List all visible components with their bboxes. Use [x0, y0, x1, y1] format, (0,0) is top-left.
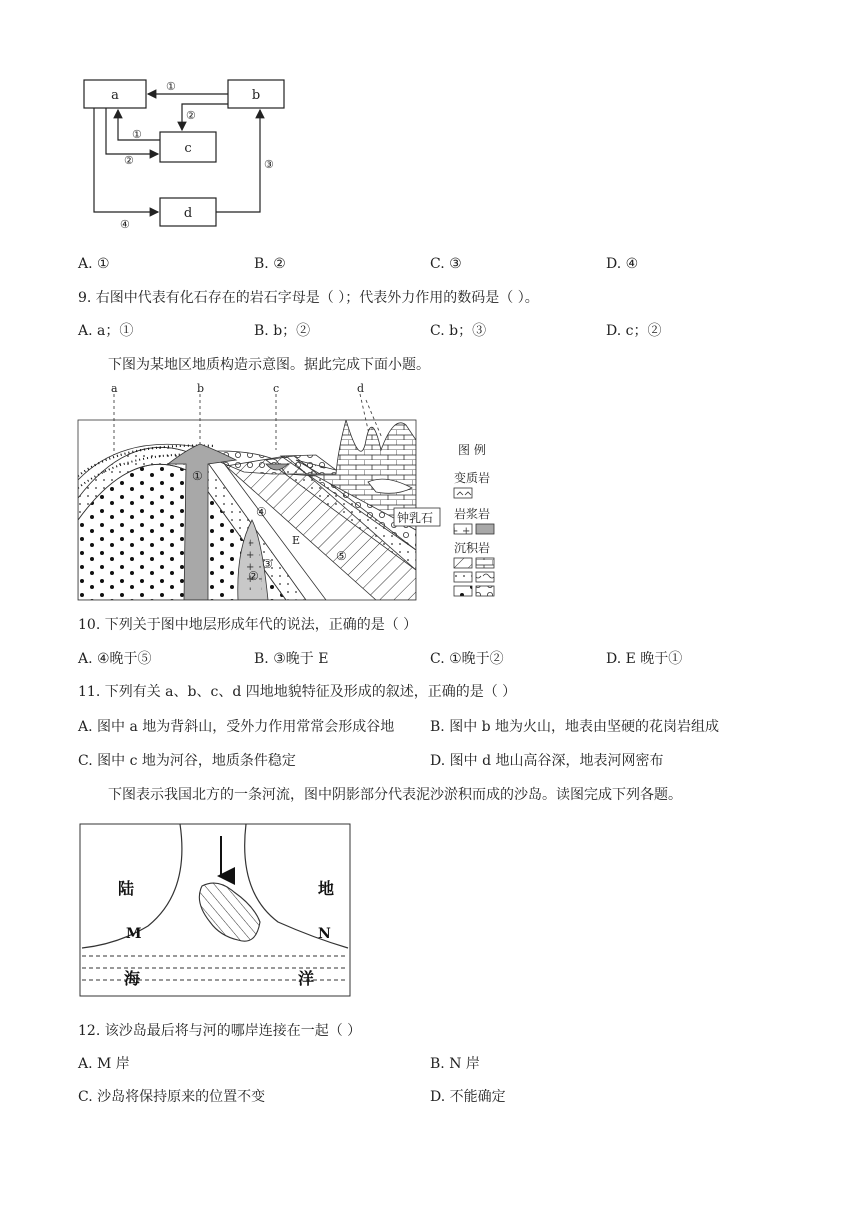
section-label-a: a — [111, 382, 118, 395]
q10-option-d[interactable]: D. E 晚于① — [606, 651, 683, 667]
section-label-c: c — [273, 382, 280, 395]
arrow-label-1: ① — [166, 80, 176, 93]
q9-stem: 9. 右图中代表有化石存在的岩石字母是（ ）；代表外力作用的数码是（ ）。 — [78, 290, 539, 306]
bank-m-label: M — [126, 926, 142, 942]
legend-swatch-shale — [454, 558, 472, 568]
q9-option-a[interactable]: A. a；① — [78, 323, 134, 339]
section-num-3: ③ — [262, 557, 273, 571]
section-num-2: ② — [248, 569, 259, 583]
section-num-4: ④ — [256, 505, 267, 519]
sea-right-label: 洋 — [298, 969, 315, 988]
bank-n-label: N — [318, 926, 331, 942]
box-a-label: a — [111, 88, 119, 103]
q11-option-a[interactable]: A. 图中 a 地为背斜山，受外力作用常常会形成谷地 — [78, 719, 395, 735]
arrow-d-to-b — [216, 110, 260, 212]
q9-option-d[interactable]: D. c；② — [606, 323, 662, 339]
legend-swatch-sandstone — [454, 572, 472, 582]
section-num-5: ⑤ — [336, 549, 347, 563]
section-label-e: E — [292, 534, 301, 547]
rock-cycle-diagram — [78, 76, 298, 236]
q8-option-a[interactable]: A. ① — [78, 256, 110, 272]
q8-option-c[interactable]: C. ③ — [430, 256, 462, 272]
q11-option-d[interactable]: D. 图中 d 地山高谷深，地表河网密布 — [430, 753, 664, 769]
q12-intro: 下图表示我国北方的一条河流，图中阴影部分代表泥沙淤积而成的沙岛。读图完成下列各题。 — [108, 787, 682, 803]
sea-left-label: 海 — [124, 969, 141, 988]
section-label-b: b — [197, 382, 205, 395]
q8-option-b[interactable]: B. ② — [254, 256, 286, 272]
q10-intro: 下图为某地区地质构造示意图。据此完成下面小题。 — [108, 357, 430, 373]
legend-swatch-wave — [476, 572, 494, 582]
arrow-label-5: ③ — [264, 158, 274, 171]
q9-option-b[interactable]: B. b；② — [254, 323, 311, 339]
arrow-label-2: ② — [186, 109, 196, 122]
legend-swatch-conglomerate — [454, 586, 472, 596]
q10-stem: 10. 下列关于图中地层形成年代的说法，正确的是（ ） — [78, 617, 418, 633]
river-island-diagram — [78, 822, 354, 1000]
q10-option-c[interactable]: C. ①晚于② — [430, 651, 504, 667]
geologic-section-diagram — [76, 380, 506, 602]
q12-option-a[interactable]: A. M 岸 — [78, 1056, 130, 1072]
q9-option-c[interactable]: C. b；③ — [430, 323, 487, 339]
box-c-label: c — [184, 141, 192, 156]
q11-option-c[interactable]: C. 图中 c 地为河谷，地质条件稳定 — [78, 753, 296, 769]
q11-option-b[interactable]: B. 图中 b 地为火山，地表由坚硬的花岗岩组成 — [430, 719, 720, 735]
box-d-label: d — [183, 206, 193, 221]
q10-option-a[interactable]: A. ④晚于⑤ — [78, 651, 152, 667]
q12-option-b[interactable]: B. N 岸 — [430, 1056, 480, 1072]
q10-option-b[interactable]: B. ③晚于 E — [254, 651, 329, 667]
land-left-label: 陆 — [118, 879, 135, 898]
legend-igneous: 岩浆岩 — [454, 507, 491, 521]
arrow-label-4: ② — [124, 154, 134, 167]
legend-swatch-granite — [454, 524, 472, 534]
legend-swatch-gravel — [476, 586, 494, 596]
q12-stem: 12. 该沙岛最后将与河的哪岸连接在一起（ ） — [78, 1023, 362, 1039]
stalactite-label: 钟乳石 — [397, 511, 434, 525]
q12-option-c[interactable]: C. 沙岛将保持原来的位置不变 — [78, 1089, 266, 1105]
q11-stem: 11. 下列有关 a、b、c、d 四地地貌特征及形成的叙述，正确的是（ ） — [78, 684, 517, 700]
arrow-label-3: ① — [132, 128, 142, 141]
arrow-label-6: ④ — [120, 218, 130, 231]
box-b-label: b — [251, 88, 261, 103]
legend-sedimentary: 沉积岩 — [454, 541, 491, 555]
q8-option-d[interactable]: D. ④ — [606, 256, 639, 272]
section-num-1: ① — [192, 469, 203, 483]
section-label-d: d — [357, 382, 365, 395]
land-right-label: 地 — [318, 879, 335, 898]
legend-swatch-volcanic — [476, 524, 494, 534]
q12-option-d[interactable]: D. 不能确定 — [430, 1089, 506, 1105]
legend-metamorphic: 变质岩 — [454, 471, 491, 485]
legend-swatch-limestone — [476, 558, 494, 568]
legend-title: 图 例 — [458, 443, 486, 457]
